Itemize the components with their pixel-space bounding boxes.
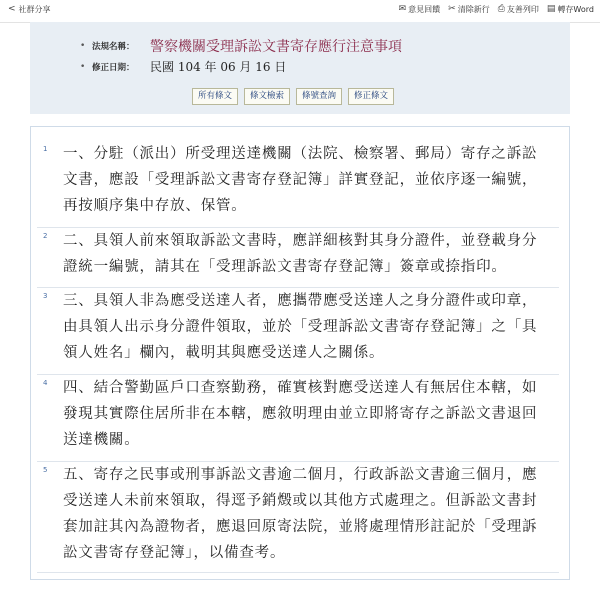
article-search-button[interactable]: 條文檢索 bbox=[244, 88, 290, 105]
print-icon: ⎙ bbox=[497, 4, 505, 14]
share-button[interactable] bbox=[8, 4, 51, 15]
article-number[interactable]: 2 bbox=[43, 232, 48, 240]
article-text: 一、分駐（派出）所受理送達機關（法院、檢察署、郵局）寄存之訴訟文書，應設「受理訴訟文書寄存登記簿」詳實登記，並依序逐一編號，再按順序集中存放、保管。 bbox=[63, 146, 538, 214]
article-number[interactable]: 1 bbox=[43, 145, 48, 153]
clear-newline-button[interactable] bbox=[448, 4, 490, 15]
article-number[interactable]: 3 bbox=[43, 292, 48, 300]
clear-label: 清除新行 bbox=[457, 5, 490, 14]
bullet-icon: • bbox=[80, 61, 86, 72]
feedback-button[interactable] bbox=[399, 4, 441, 15]
print-button[interactable] bbox=[498, 4, 539, 15]
share-label: 社群分享 bbox=[18, 5, 51, 14]
regulation-name-label: 法規名稱： bbox=[92, 42, 135, 52]
amended-articles-button[interactable]: 修正條文 bbox=[348, 88, 394, 105]
article-item bbox=[37, 288, 559, 375]
all-articles-button[interactable]: 所有條文 bbox=[192, 88, 238, 105]
share-icon: < bbox=[8, 4, 16, 14]
feedback-label: 意見回饋 bbox=[408, 5, 441, 14]
article-number[interactable]: 4 bbox=[43, 379, 48, 387]
chat-icon: ✉ bbox=[398, 4, 407, 14]
print-label: 友善列印 bbox=[506, 5, 539, 14]
regulation-header bbox=[30, 22, 570, 114]
document-icon: ▤ bbox=[546, 4, 556, 14]
article-text: 三、具領人非為應受送達人者，應攜帶應受送達人之身分證件或印章，由具領人出示身分證件領取，並於「受理訴訟文書寄存登記簿」之「具領人姓名」欄內，載明其與應受送達人之關係。 bbox=[63, 293, 538, 361]
amend-date-value: 民國 104 年 06 月 16 日 bbox=[150, 60, 287, 74]
article-item bbox=[37, 375, 559, 462]
article-text: 二、具領人前來領取訴訟文書時，應詳細核對其身分證件，並登載身分證統一編號，請其在「受理訴訟文書寄存登記簿」簽章或捺指印。 bbox=[63, 233, 538, 275]
amend-date-row bbox=[80, 58, 286, 75]
regulation-title: 警察機關受理訴訟文書寄存應行注意事項 bbox=[150, 39, 402, 55]
clear-icon: ✂ bbox=[448, 4, 456, 14]
article-item bbox=[37, 228, 559, 288]
word-label: 轉存Word bbox=[557, 5, 594, 14]
article-number-query-button[interactable]: 條號查詢 bbox=[296, 88, 342, 105]
top-toolbar bbox=[0, 0, 600, 23]
export-word-button[interactable] bbox=[547, 4, 594, 15]
article-text: 五、寄存之民事或刑事訴訟文書逾二個月，行政訴訟文書逾三個月，應受送達人未前來領取，得逕予銷燬或以其他方式處理之。但訴訟文書封套加註其內為證物者，應退回原寄法院，並將處理情形註記於「受理訴訟文書寄存登記簿」，以備查考。 bbox=[63, 467, 538, 561]
amend-date-label: 修正日期： bbox=[92, 62, 135, 73]
article-nav-buttons bbox=[192, 88, 394, 105]
article-text: 四、結合警勤區戶口查察勤務，確實核對應受送達人有無居住本轄，如發現其實際住居所非在本轄，應敘明理由並立即將寄存之訴訟文書退回送達機關。 bbox=[63, 380, 538, 448]
article-item bbox=[37, 141, 559, 228]
regulation-name-row bbox=[80, 36, 402, 56]
article-list bbox=[30, 126, 570, 580]
article-number[interactable]: 5 bbox=[43, 466, 48, 474]
article-item bbox=[37, 462, 559, 573]
bullet-icon: • bbox=[80, 41, 86, 51]
